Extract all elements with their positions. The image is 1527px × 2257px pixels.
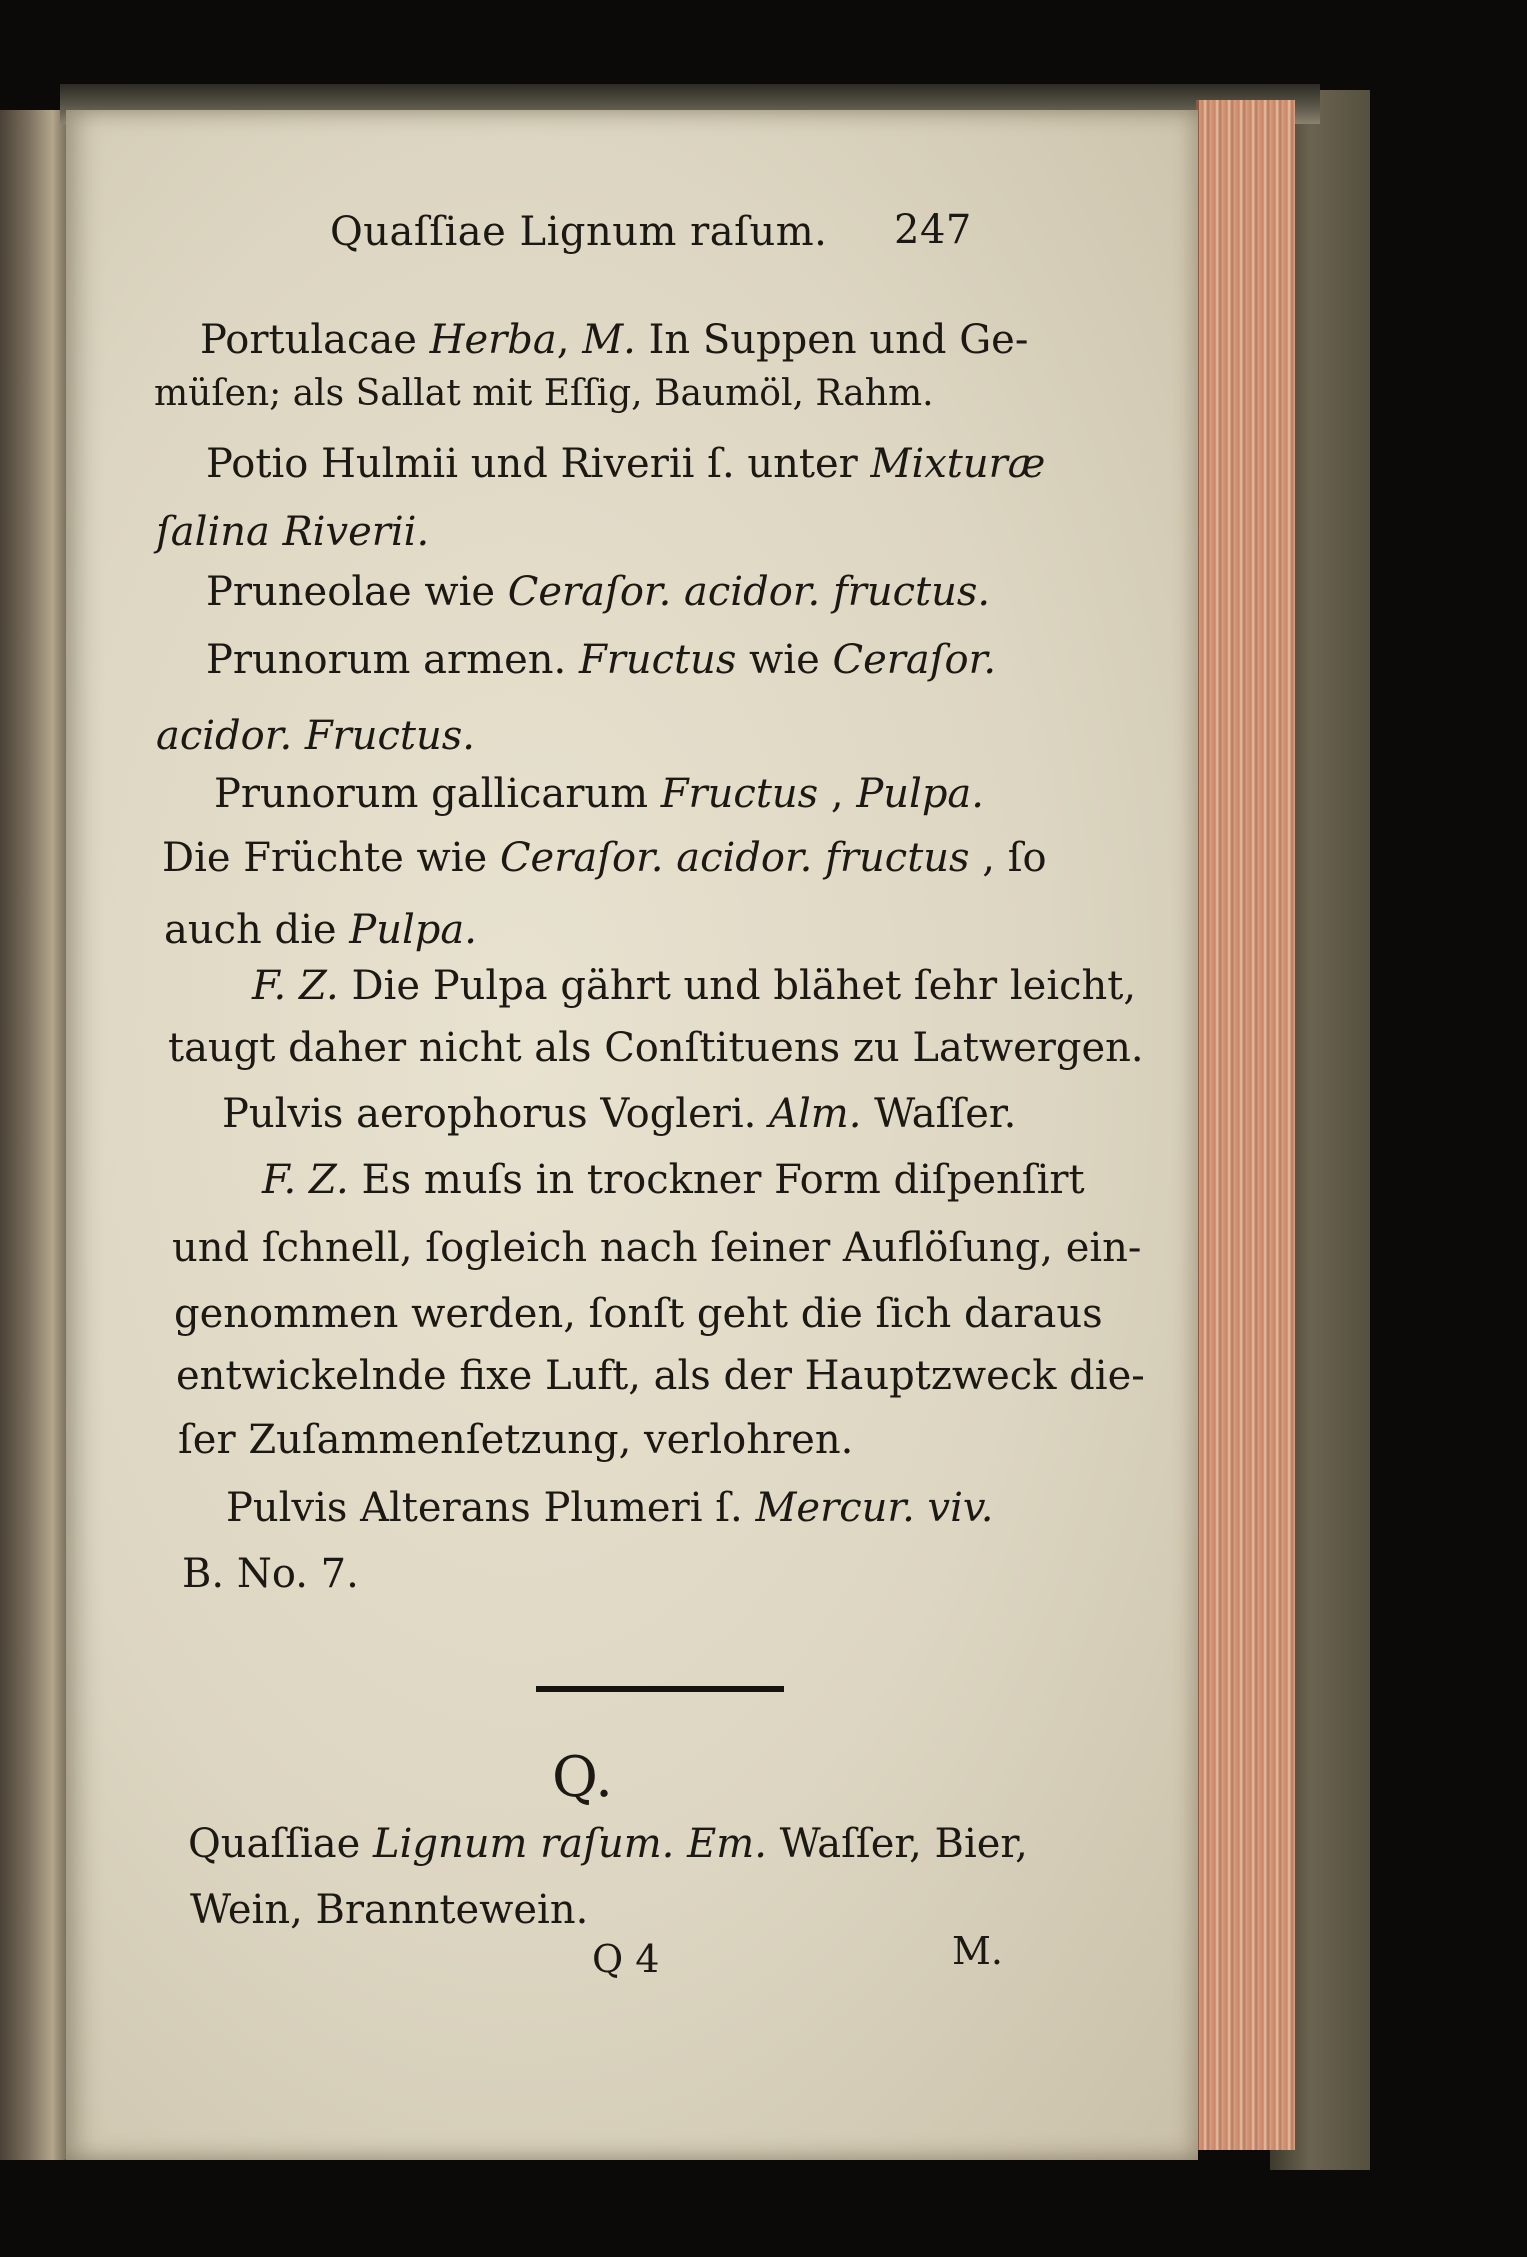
text-line [214,771,984,817]
section-rule [536,1686,784,1692]
text-line [200,317,1029,363]
text-run: Portulacae [200,317,430,363]
text-run: taugt daher nicht als Conſtituens zu Latwergen. [168,1025,1144,1071]
text-run: und ſchnell, ſogleich nach ſeiner Auflöſung, ein- [172,1225,1142,1271]
italic-run: Mixturæ [870,441,1046,487]
text-line [174,1291,1103,1337]
text-line [162,835,1047,881]
text-run: Waſſer, Bier, [766,1821,1028,1867]
italic-run: Fructus [660,771,819,817]
italic-run: Ceraſor. acidor. fructus [499,835,970,881]
text-run: Die Früchte wie [162,835,500,881]
italic-run: Ceraſor. [832,637,997,683]
running-title: Quaſſiae Lignum raſum. [330,209,828,255]
text-run: auch die [164,907,350,953]
italic-run: Pulpa. [349,907,477,953]
text-run: Potio Hulmii und Riverii ſ. unter [206,441,871,487]
italic-run: Lignum raſum. [373,1821,675,1867]
text-line [262,1157,1085,1203]
text-line [164,907,477,953]
text-line [168,1025,1144,1071]
text-run: , [818,771,857,817]
page-number: 247 [894,207,972,253]
text-run: Pulvis aerophorus Vogleri. [222,1091,770,1137]
italic-run: Fructus [578,637,737,683]
section-letter: Q. [552,1745,613,1810]
text-run: Pruneolae wie [206,569,508,615]
text-line [252,963,1137,1009]
text-line [156,509,430,555]
text-run [674,1821,687,1867]
signature-mark: Q 4 [592,1937,660,1981]
italic-run: Alm. [769,1091,862,1137]
text-run: Waſſer. [861,1091,1017,1137]
page-block-edges [1196,100,1295,2150]
text-run: B. No. 7. [182,1551,359,1597]
section-entry-continuation: Wein, Branntewein. [190,1887,589,1933]
text-run: , [556,317,583,363]
text-line [172,1225,1142,1271]
text-line [176,1353,1145,1399]
text-line [226,1485,994,1531]
text-run: Quaſſiae [188,1821,374,1867]
text-run: ſer Zuſammenſetzung, verlohren. [178,1417,854,1463]
text-line [182,1551,359,1597]
text-line [156,713,476,759]
text-line [154,373,934,414]
catchword: M. [952,1929,1003,1973]
italic-run: Herba [429,317,557,363]
italic-run: M. [582,317,636,363]
text-line [206,637,997,683]
text-run: entwickelnde fixe Luft, als der Hauptzweck die- [176,1353,1145,1399]
text-run: genommen werden, ſonſt geht die ſich daraus [174,1291,1103,1337]
italic-run: Pulpa. [856,771,984,817]
text-line [206,569,991,615]
text-run: Prunorum gallicarum [214,771,661,817]
italic-run: acidor. Fructus. [156,713,476,759]
text-run: Es muſs in trockner Form diſpenſirt [348,1157,1085,1203]
text-run: Die Pulpa gährt und blähet ſehr leicht, [338,963,1137,1009]
italic-run: ſalina Riverii. [156,509,430,555]
text-run: müſen; als Sallat mit Eſſig, Baumöl, Rahm. [154,373,934,414]
italic-run: Mercur. viv. [755,1485,994,1531]
text-run: Prunorum armen. [206,637,579,683]
text-run: In Suppen und Ge- [635,317,1029,363]
text-run: , ſo [969,835,1047,881]
text-run: Pulvis Alterans Plumeri ſ. [226,1485,756,1531]
text-run: wie [736,637,833,683]
section-entry-line [188,1821,1028,1867]
text-line [206,441,1046,487]
left-page-edge [0,110,70,2160]
book-page [66,110,1198,2160]
italic-run: F. Z. [262,1157,349,1203]
italic-run: F. Z. [252,963,339,1009]
italic-run: Ceraſor. acidor. fructus. [507,569,991,615]
text-line [178,1417,854,1463]
text-line [222,1091,1017,1137]
italic-run: Em. [687,1821,767,1867]
